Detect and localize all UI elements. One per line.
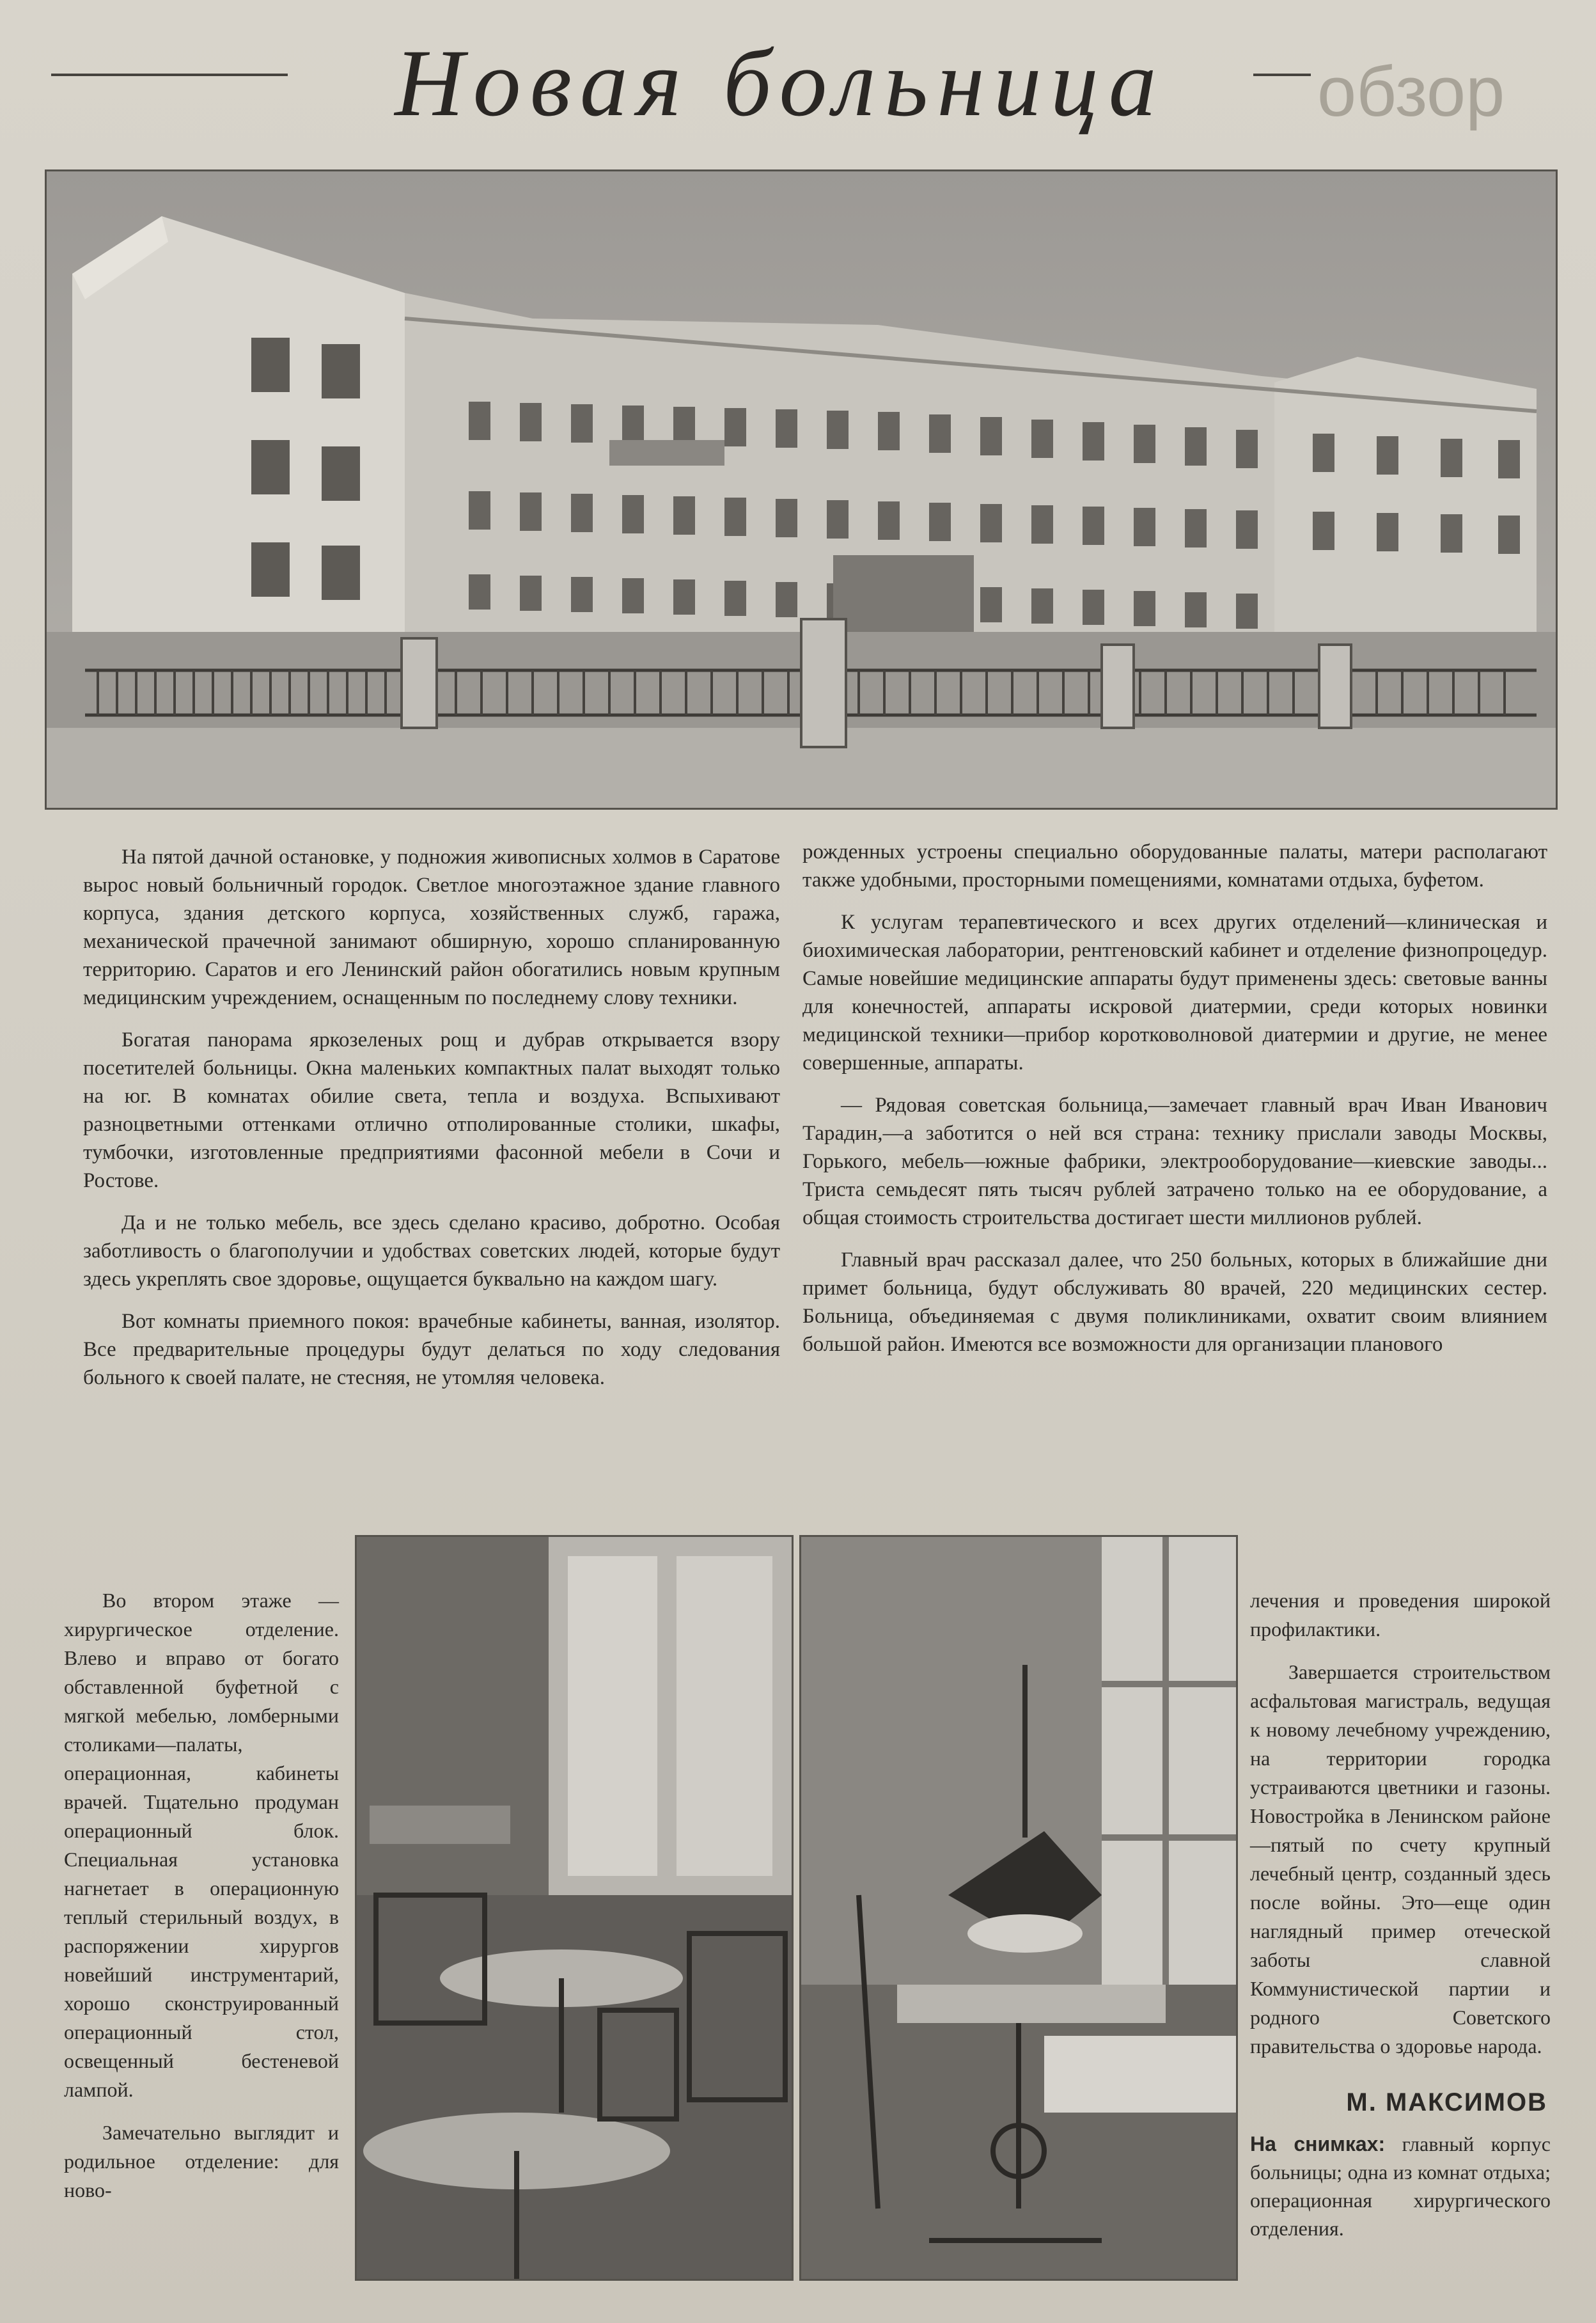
paragraph: рожденных устроены специально оборудованные палаты, матери располагают также удобными, просторными помещениями, комнатами отдыха, буфетом. — [802, 840, 1547, 892]
author-byline: М. МАКСИМОВ — [1346, 2088, 1547, 2116]
title-rule-left — [51, 74, 288, 76]
paragraph: Вот комнаты приемного покоя: врачебные кабинеты, ванная, изолятор. Все предварительные процедуры будут делаться по ходу следования больного к своей палате, не стесняя, не утомляя человека. — [83, 1310, 780, 1389]
paragraph: — Рядовая советская больница,—замечает главный врач Иван Иванович Тарадин,—а заботится о ней вся страна: технику прислали заводы Москвы, Горького, мебель—южные фабрики, электрооборудование—киевские заводы... Триста семьдесят пять тысяч рублей затрачено только на ее оборудование, а общая стоимость строительства достигает шести миллионов рублей. — [802, 1094, 1547, 1229]
paragraph: Богатая панорама яркозеленых рощ и дубрав открывается взору посетителей больницы. Окна маленьких компактных палат выходят только на юг. В комнатах обилие света, тепла и воздуха. Вспыхивают разноцветными оттенками отлично отполированные столики, шкафы, тумбочки, изготовленные предприятиями фасонной мебели в Сочи и Ростове. — [83, 1028, 780, 1192]
photo-caption — [1250, 2130, 1551, 2242]
paragraph: К услугам терапевтического и всех других отделений—клиническая и биохимическая лаборатории, рентгеновский кабинет и отделение физнопроцедур. Самые новейшие медицинские аппараты будут применены здесь: световые ванны для конечностей, аппараты искровой диатермии, среди которых новинки медицинской техники—прибор коротковолновой диатермии и другие, не менее совершенные, аппараты. — [802, 911, 1547, 1075]
paragraph: Да и не только мебель, все здесь сделано красиво, добротно. Особая заботливость о благополучии и удобствах советских людей, которые будут здесь укреплять свое здоровье, ощущается буквально на каждом шагу. — [83, 1211, 780, 1291]
caption-lead: На снимках: — [1250, 2132, 1386, 2155]
caption-text: главный корпус больницы; одна из комнат отдыха; операционная хирургического отделения. — [1250, 2132, 1551, 2240]
article-column-2 — [802, 838, 1547, 1373]
photo-rest-room — [355, 1535, 794, 2281]
article-column-3 — [1250, 1586, 1551, 2075]
ghost-heading: обзор — [1317, 52, 1505, 131]
article-column-1b — [64, 1586, 339, 2219]
paragraph: Главный врач рассказал далее, что 250 больных, которых в ближайшие дни примет больница, будут обслуживать 80 врачей, 220 медицинских сестер. Больница, объединяемая с двумя поликлиниками, охватит своим влиянием большой район. Имеются все возможности для организации планового — [802, 1248, 1547, 1356]
photo-operating-room — [799, 1535, 1238, 2281]
paragraph: лечения и проведения широкой профилактики. — [1250, 1589, 1551, 1641]
paragraph: Во втором этаже — хирургическое отделение. Влево и вправо от богато обставленной буфетной с мягкой мебелью, ломберными столиками—палаты, операционная, кабинеты врачей. Тщательно продуман операционный блок. Специальная установка нагнетает в операционную теплый стерильный воздух, в распоряжении хирургов новейший инструментарий, хорошо сконструированный операционный стол, освещенный бестеневой лампой. — [64, 1589, 339, 2101]
paragraph: На пятой дачной остановке, у подножия живописных холмов в Саратове вырос новый больничный городок. Светлое многоэтажное здание главного корпуса, здания детского корпуса, хозяйственных служб, гаража, механической прачечной занимают обширную, хорошо спланированную территорию. Саратов и его Ленинский район обогатились новым крупным медицинским учреждением, оснащенным по последнему слову техники. — [83, 846, 780, 1009]
article-title: Новая больница — [395, 30, 1166, 136]
paragraph: Замечательно выглядит и родильное отделение: для ново- — [64, 2121, 339, 2201]
paragraph: Завершается строительством асфальтовая магистраль, ведущая к новому лечебному учреждению, на территории городка устраиваются цветники и газоны. Новостройка в Ленинском районе—пятый по счету крупный лечебный центр, созданный здесь после войны. Это—еще один наглядный пример отеческой заботы славной Коммунистической партии и родного Советского правительства о здоровье народа. — [1250, 1660, 1551, 2058]
photo-main-building — [45, 169, 1558, 810]
article-column-1 — [83, 843, 780, 1406]
